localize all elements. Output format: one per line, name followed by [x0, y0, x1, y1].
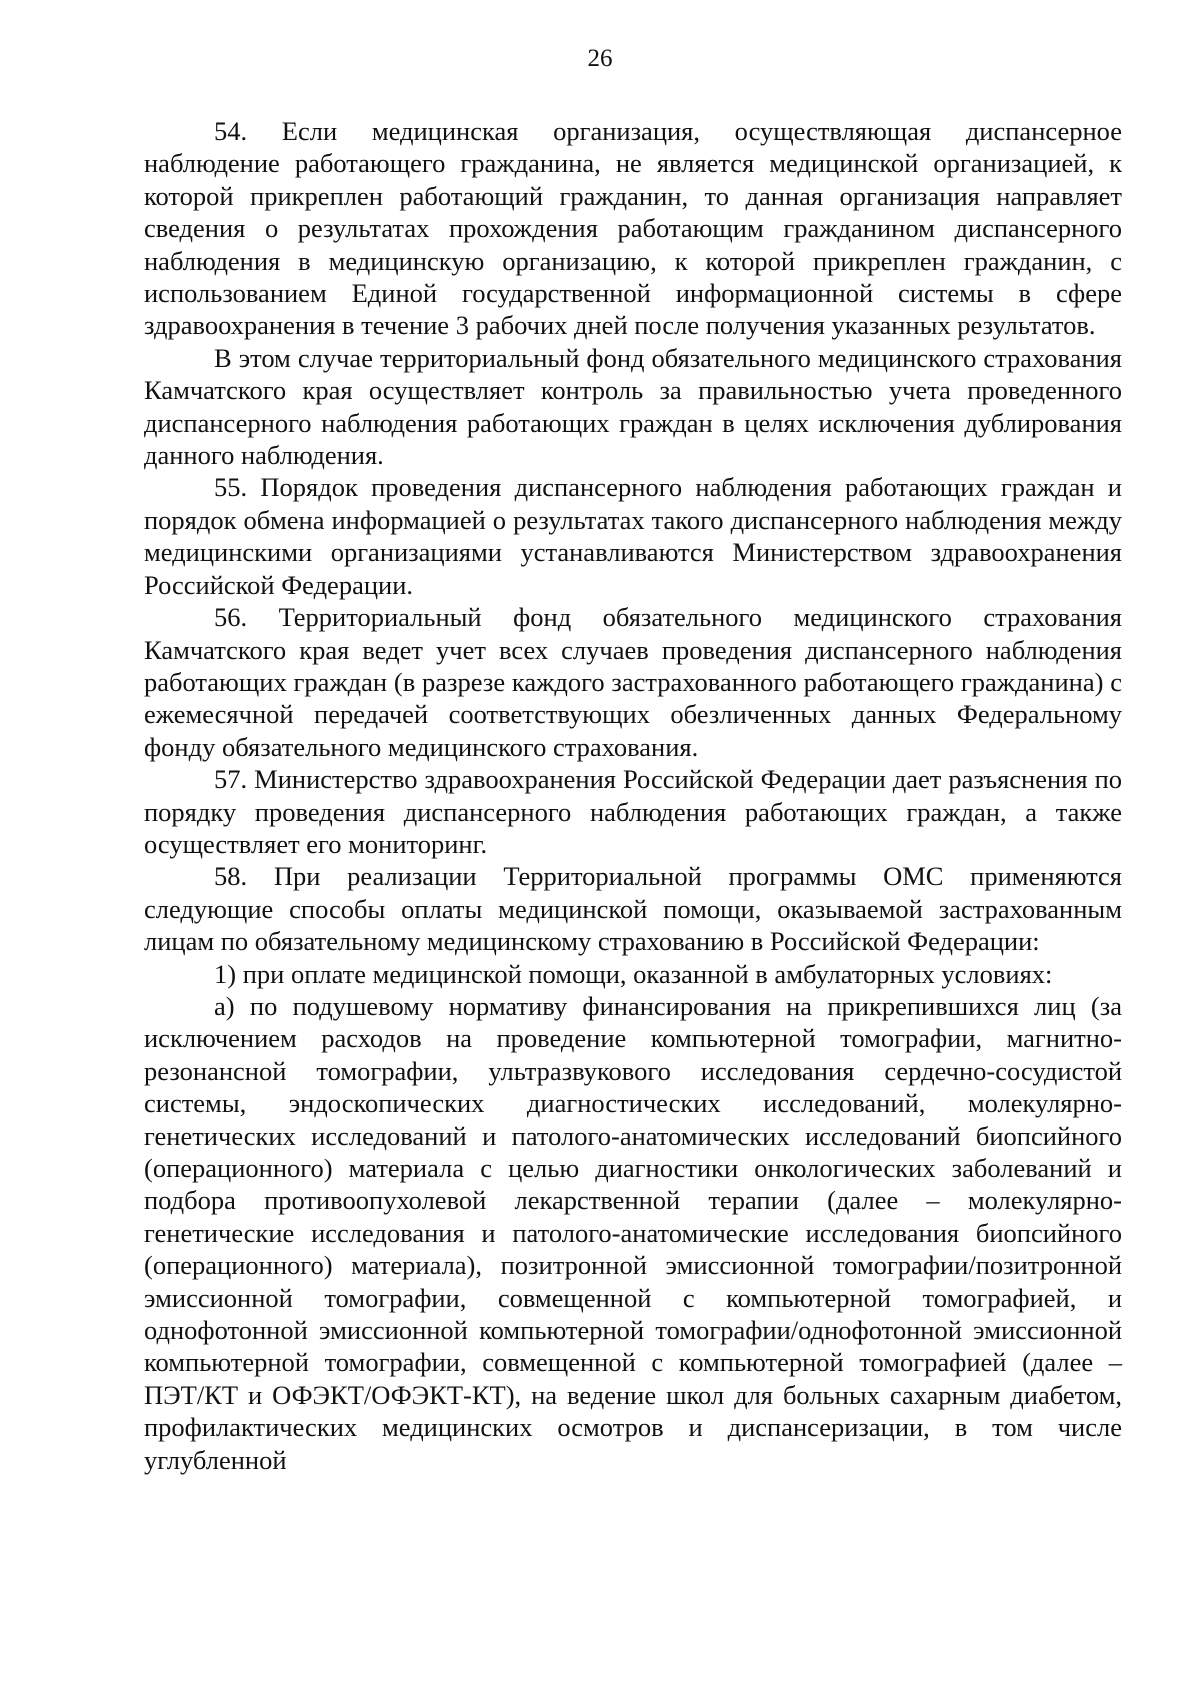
- paragraph-55: 55. Порядок проведения диспансерного наблюдения работающих граждан и порядок обмена информацией о результатах такого диспансерного наблюдения между медицинскими организациями устанавливаются Министерством здравоохранения Российской Федерации.: [144, 472, 1122, 600]
- paragraph-54: 54. Если медицинская организация, осуществляющая диспансерное наблюдение работающего гражданина, не является медицинской организацией, к которой прикреплен работающий гражданин, то данная организация направляет сведения о результатах прохождения работающим гражданином диспансерного наблюдения в медицинскую организацию, к которой прикреплен гражданин, с использованием Единой государственной информационной системы в сфере здравоохранения в течение 3 рабочих дней после получения указанных результатов.: [144, 116, 1122, 341]
- paragraph-58-item-1-a: а) по подушевому нормативу финансирования на прикрепившихся лиц (за исключением расходов на проведение компьютерной томографии, магнитно-резонансной томографии, ультразвукового исследования сердечно-сосудистой системы, эндоскопических диагностических исследований, молекулярно-генетических исследований и патолого-анатомических исследований биопсийного (операционного) материала с целью диагностики онкологических заболеваний и подбора противоопухолевой лекарственной терапии (далее – молекулярно-генетические исследования и патолого-анатомические исследования биопсийного (операционного) материала), позитронной эмиссионной томографии/позитронной эмиссионной томографии, совмещенной с компьютерной томографией, и однофотонной эмиссионной компьютерной томографии/однофотонной эмиссионной компьютерной томографии, совмещенной с компьютерной томографией (далее – ПЭТ/КТ и ОФЭКТ/ОФЭКТ-КТ), на ведение школ для больных сахарным диабетом, профилактических медицинских осмотров и диспансеризации, в том числе углубленной: [144, 990, 1122, 1475]
- document-body: [144, 115, 1122, 1476]
- paragraph-57: 57. Министерство здравоохранения Российской Федерации дает разъяснения по порядку проведения диспансерного наблюдения работающих граждан, а также осуществляет его мониторинг.: [144, 764, 1122, 859]
- paragraph-58-item-1: 1) при оплате медицинской помощи, оказанной в амбулаторных условиях:: [214, 958, 1053, 989]
- page-number: 26: [587, 45, 613, 72]
- paragraph-58: 58. При реализации Территориальной программы ОМС применяются следующие способы оплаты медицинской помощи, оказываемой застрахованным лицам по обязательному медицинскому страхованию в Российской Федерации:: [144, 861, 1122, 957]
- paragraph-54-continuation: В этом случае территориальный фонд обязательного медицинского страхования Камчатского края осуществляет контроль за правильностью учета проведенного диспансерного наблюдения работающих граждан в целях исключения дублирования данного наблюдения.: [144, 342, 1122, 471]
- paragraph-56: 56. Территориальный фонд обязательного медицинского страхования Камчатского края ведет учет всех случаев проведения диспансерного наблюдения работающих граждан (в разрезе каждого застрахованного работающего гражданина) с ежемесячной передачей соответствующих обезличенных данных Федеральному фонду обязательного медицинского страхования.: [144, 602, 1122, 762]
